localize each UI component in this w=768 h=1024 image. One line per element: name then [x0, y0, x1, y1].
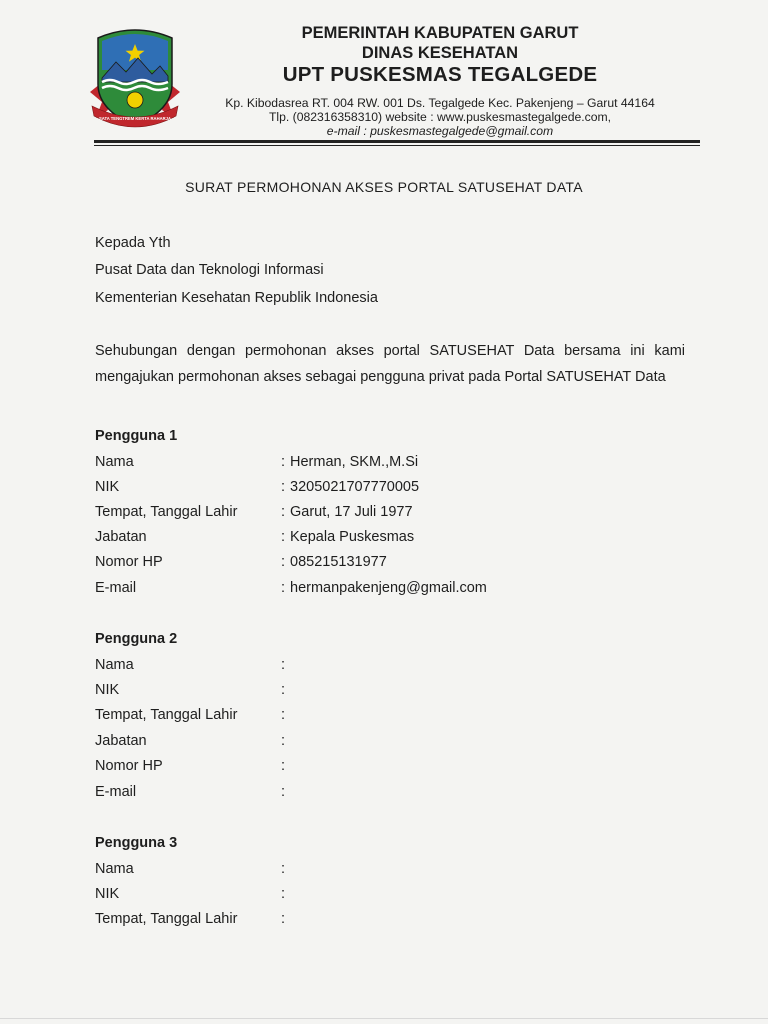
- field-label: Nomor HP: [95, 758, 163, 774]
- recipient-line: Kementerian Kesehatan Republik Indonesia: [95, 290, 378, 306]
- field-label: Tempat, Tanggal Lahir: [95, 911, 238, 927]
- field-separator: :: [281, 580, 286, 596]
- recipient-line: Kepada Yth: [95, 235, 171, 251]
- field-label: Nama: [95, 454, 134, 470]
- field-separator: :: [281, 554, 286, 570]
- field-label: Jabatan: [95, 733, 147, 749]
- letterhead-contact: Tlp. (082316358310) website : www.puskesmastegalgede.com,: [268, 110, 612, 124]
- letterhead-address: Kp. Kibodasrea RT. 004 RW. 001 Ds. Tegalgede Kec. Pakenjeng – Garut 44164: [225, 96, 655, 110]
- user-3-heading: Pengguna 3: [95, 835, 178, 851]
- logo-motto: SATA TENGTREM KERTA RAHARJA: [98, 116, 172, 121]
- field-label: Tempat, Tanggal Lahir: [95, 707, 238, 723]
- field-separator: :: [281, 911, 286, 927]
- field-separator: :: [281, 758, 286, 774]
- field-label: Nomor HP: [95, 554, 163, 570]
- field-separator: :: [281, 657, 286, 673]
- field-separator: :: [281, 454, 286, 470]
- document-title: SURAT PERMOHONAN AKSES PORTAL SATUSEHAT DATA: [185, 179, 583, 195]
- letterhead-government: PEMERINTAH KABUPATEN GARUT: [301, 24, 579, 42]
- user-1-heading: Pengguna 1: [95, 428, 178, 444]
- field-separator: :: [281, 707, 286, 723]
- field-value: hermanpakenjeng@gmail.com: [290, 580, 487, 596]
- field-label: E-mail: [95, 784, 137, 800]
- field-value: Kepala Puskesmas: [290, 529, 415, 545]
- letterhead-rule-thick: [94, 140, 700, 143]
- letterhead-rule-thin: [94, 145, 700, 146]
- field-label: Tempat, Tanggal Lahir: [95, 504, 238, 520]
- field-label: Nama: [95, 861, 134, 877]
- field-label: NIK: [95, 682, 120, 698]
- field-separator: :: [281, 784, 286, 800]
- field-separator: :: [281, 733, 286, 749]
- field-label: NIK: [95, 479, 120, 495]
- field-separator: :: [281, 479, 286, 495]
- field-separator: :: [281, 529, 286, 545]
- field-separator: :: [281, 886, 286, 902]
- field-label: NIK: [95, 886, 120, 902]
- user-2-heading: Pengguna 2: [95, 631, 178, 647]
- field-label: Jabatan: [95, 529, 147, 545]
- letterhead-institution: UPT PUSKESMAS TEGALGEDE: [282, 63, 598, 86]
- letterhead-email: e-mail : puskesmastegalgede@gmail.com: [326, 124, 554, 138]
- recipient-line: Pusat Data dan Teknologi Informasi: [95, 262, 324, 278]
- field-value: Herman, SKM.,M.Si: [290, 454, 419, 470]
- field-value: 3205021707770005: [290, 479, 420, 495]
- field-label: E-mail: [95, 580, 137, 596]
- field-label: Nama: [95, 657, 134, 673]
- field-value: 085215131977: [290, 554, 387, 570]
- field-separator: :: [281, 682, 286, 698]
- field-separator: :: [281, 504, 286, 520]
- intro-paragraph: Sehubungan dengan permohonan akses portal SATUSEHAT Data bersama ini kami mengajukan permohonan akses sebagai pengguna privat pada Portal SATUSEHAT Data: [95, 343, 685, 385]
- letterhead-department: DINAS KESEHATAN: [361, 44, 519, 62]
- field-value: Garut, 17 Juli 1977: [290, 504, 413, 520]
- scan-edge-line: [0, 1018, 768, 1019]
- field-separator: :: [281, 861, 286, 877]
